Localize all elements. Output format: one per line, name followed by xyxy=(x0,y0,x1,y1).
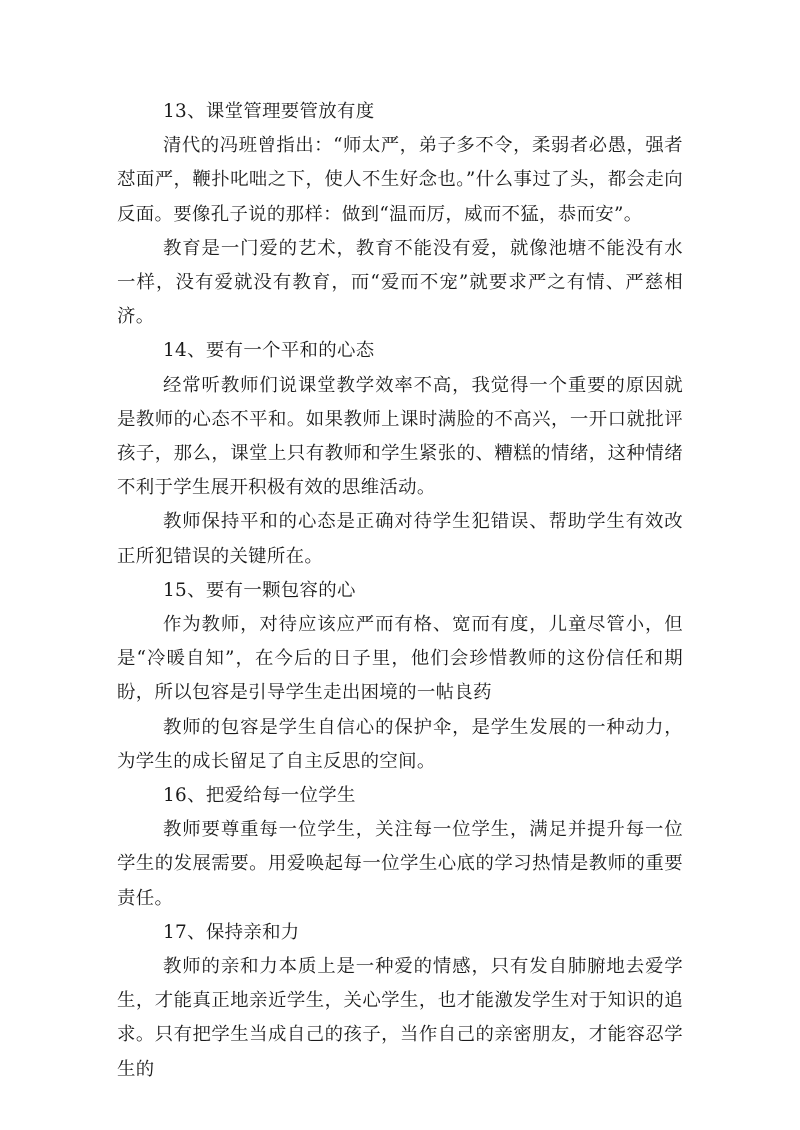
section-heading-17: 17、保持亲和力 xyxy=(163,921,300,943)
paragraph: 教育是一门爱的艺术，教育不能没有爱，就像池塘不能没有水一样，没有爱就没有教育，而“爱而不宠”就要求严之有情、严慈相济。 xyxy=(117,237,683,328)
paragraph: 教师要尊重每一位学生，关注每一位学生，满足并提升每一位学生的发展需要。用爱唤起每一位学生心底的学习热情是教师的重要责任。 xyxy=(117,819,683,909)
section-heading-16: 16、把爱给每一位学生 xyxy=(163,785,356,807)
section-heading-14: 14、要有一个平和的心态 xyxy=(163,340,375,362)
paragraph: 经常听教师们说课堂教学效率不高，我觉得一个重要的原因就是教师的心态不平和。如果教师上课时满脸的不高兴，一开口就批评孩子，那么，课堂上只有教师和学生紧张的、糟糕的情绪，这种情绪不利于学生展开积极有效的思维活动。 xyxy=(117,374,683,499)
section-heading-15: 15、要有一颗包容的心 xyxy=(163,579,356,601)
paragraph: 教师保持平和的心态是正确对待学生犯错误、帮助学生有效改正所犯错误的关键所在。 xyxy=(117,511,683,567)
paragraph: 清代的冯班曾指出：“师太严，弟子多不令，柔弱者必愚，强者怼面严，鞭扑叱咄之下，使人不生好念也。”什么事过了头，都会走向反面。要像孔子说的那样：做到“温而厉，威而不猛，恭而安”。 xyxy=(117,135,683,225)
paragraph: 作为教师，对待应该应严而有格、宽而有度，儿童尽管小，但是“冷暖自知”，在今后的日子里，他们会珍惜教师的这份信任和期盼，所以包容是引导学生走出困境的一帖良药 xyxy=(117,614,683,704)
document-body xyxy=(117,95,683,1087)
section-heading-13: 13、课堂管理要管放有度 xyxy=(163,101,375,122)
paragraph: 教师的包容是学生自信心的保护伞，是学生发展的一种动力，为学生的成长留足了自主反思的空间。 xyxy=(117,716,683,772)
paragraph: 教师的亲和力本质上是一种爱的情感，只有发自肺腑地去爱学生，才能真正地亲近学生，关心学生，也才能激发学生对于知识的追求。只有把学生当成自己的孩子，当作自己的亲密朋友，才能容忍学生的 xyxy=(117,956,683,1080)
